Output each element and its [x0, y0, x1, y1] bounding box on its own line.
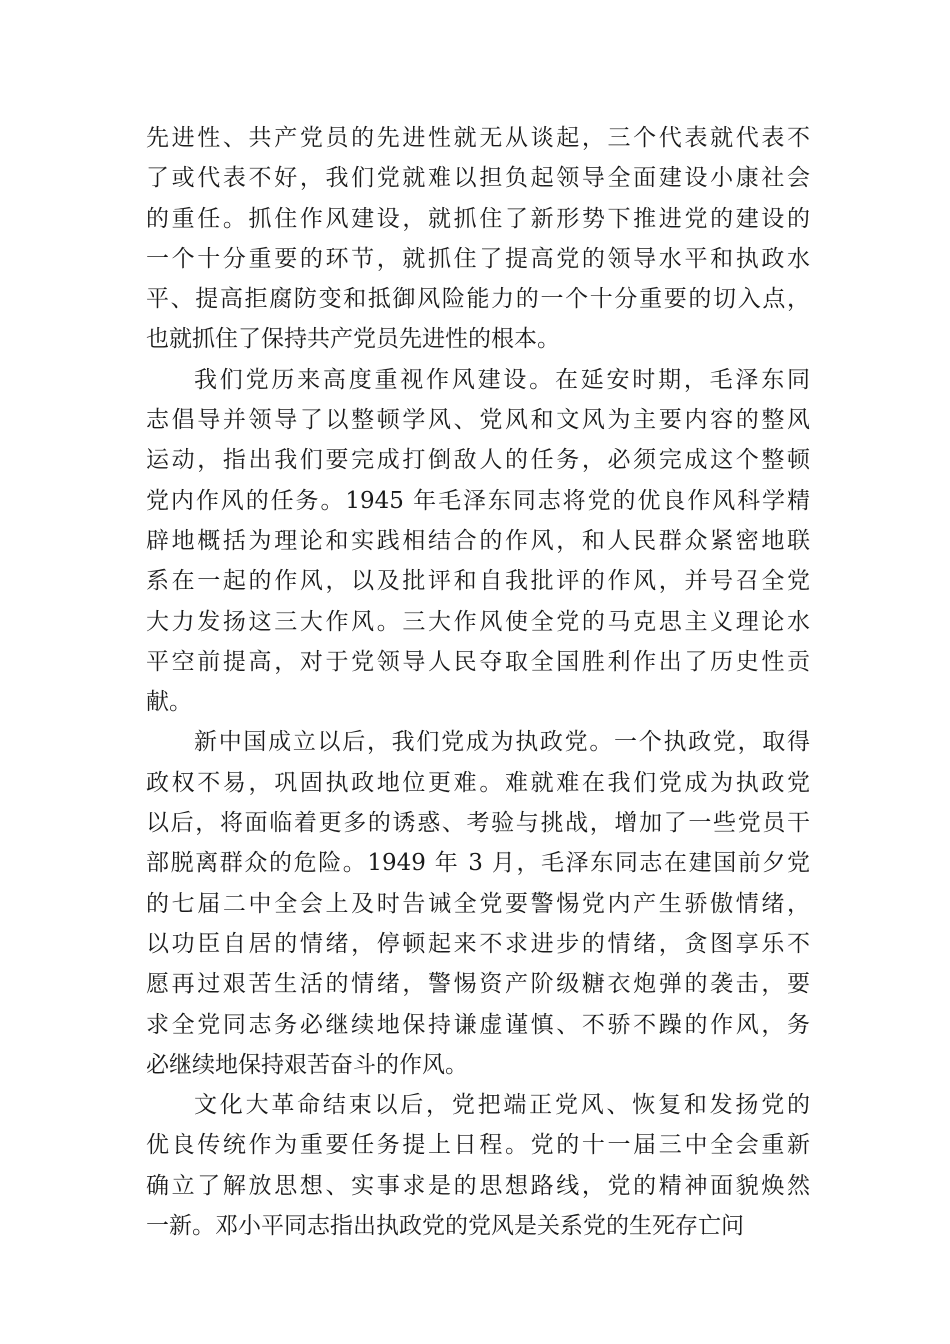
text-line: 辟地概括为理论和实践相结合的作风，和人民群众紧密地联: [146, 527, 810, 554]
text-line: 献。: [146, 689, 192, 716]
text-line: 部脱离群众的危险。1949 年 3 月，毛泽东同志在建国前夕党: [146, 850, 810, 877]
text-line: 大力发扬这三大作风。三大作风使全党的马克思主义理论水: [146, 608, 810, 635]
document-body: [146, 118, 810, 1246]
paragraph: [146, 360, 810, 723]
text-line: 一新。邓小平同志指出执政党的党风是关系党的生死存亡问: [146, 1213, 744, 1240]
text-line: 了或代表不好，我们党就难以担负起领导全面建设小康社会: [146, 165, 810, 192]
text-line: 必继续地保持艰苦奋斗的作风。: [146, 1051, 468, 1078]
text-line: 确立了解放思想、实事求是的思想路线，党的精神面貌焕然: [146, 1172, 810, 1199]
text-line: 先进性、共产党员的先进性就无从谈起，三个代表就代表不: [146, 125, 810, 151]
text-line: 平、提高拒腐防变和抵御风险能力的一个十分重要的切入点，: [146, 286, 810, 313]
paragraph: [146, 118, 810, 360]
text-line: 新中国成立以后，我们党成为执政党。一个执政党，取得: [194, 729, 810, 756]
paragraph: [146, 722, 810, 1085]
text-line: 志倡导并领导了以整顿学风、党风和文风为主要内容的整风: [146, 407, 810, 434]
text-line: 优良传统作为重要任务提上日程。党的十一届三中全会重新: [146, 1132, 810, 1159]
text-line: 求全党同志务必继续地保持谦虚谨慎、不骄不躁的作风，务: [146, 1011, 810, 1038]
text-line: 政权不易，巩固执政地位更难。难就难在我们党成为执政党: [146, 769, 810, 796]
text-line: 也就抓住了保持共产党员先进性的根本。: [146, 326, 560, 353]
text-line: 平空前提高，对于党领导人民夺取全国胜利作出了历史性贡: [146, 648, 810, 675]
text-line: 以功臣自居的情绪，停顿起来不求进步的情绪，贪图享乐不: [146, 930, 810, 957]
text-line: 党内作风的任务。1945 年毛泽东同志将党的优良作风科学精: [146, 487, 810, 514]
text-line: 的七届二中全会上及时告诫全党要警惕党内产生骄傲情绪，: [146, 890, 810, 917]
text-line: 愿再过艰苦生活的情绪，警惕资产阶级糖衣炮弹的袭击，要: [146, 971, 810, 998]
text-line: 运动，指出我们要完成打倒敌人的任务，必须完成这个整顿: [146, 447, 810, 474]
paragraph: [146, 1085, 810, 1246]
text-line: 文化大革命结束以后，党把端正党风、恢复和发扬党的: [194, 1092, 810, 1119]
text-line: 我们党历来高度重视作风建设。在延安时期，毛泽东同: [194, 366, 810, 393]
text-line: 的重任。抓住作风建设，就抓住了新形势下推进党的建设的: [146, 205, 810, 232]
text-line: 系在一起的作风，以及批评和自我批评的作风，并号召全党: [146, 568, 810, 595]
text-line: 以后，将面临着更多的诱惑、考验与挑战，增加了一些党员干: [146, 810, 810, 837]
text-line: 一个十分重要的环节，就抓住了提高党的领导水平和执政水: [146, 245, 810, 272]
